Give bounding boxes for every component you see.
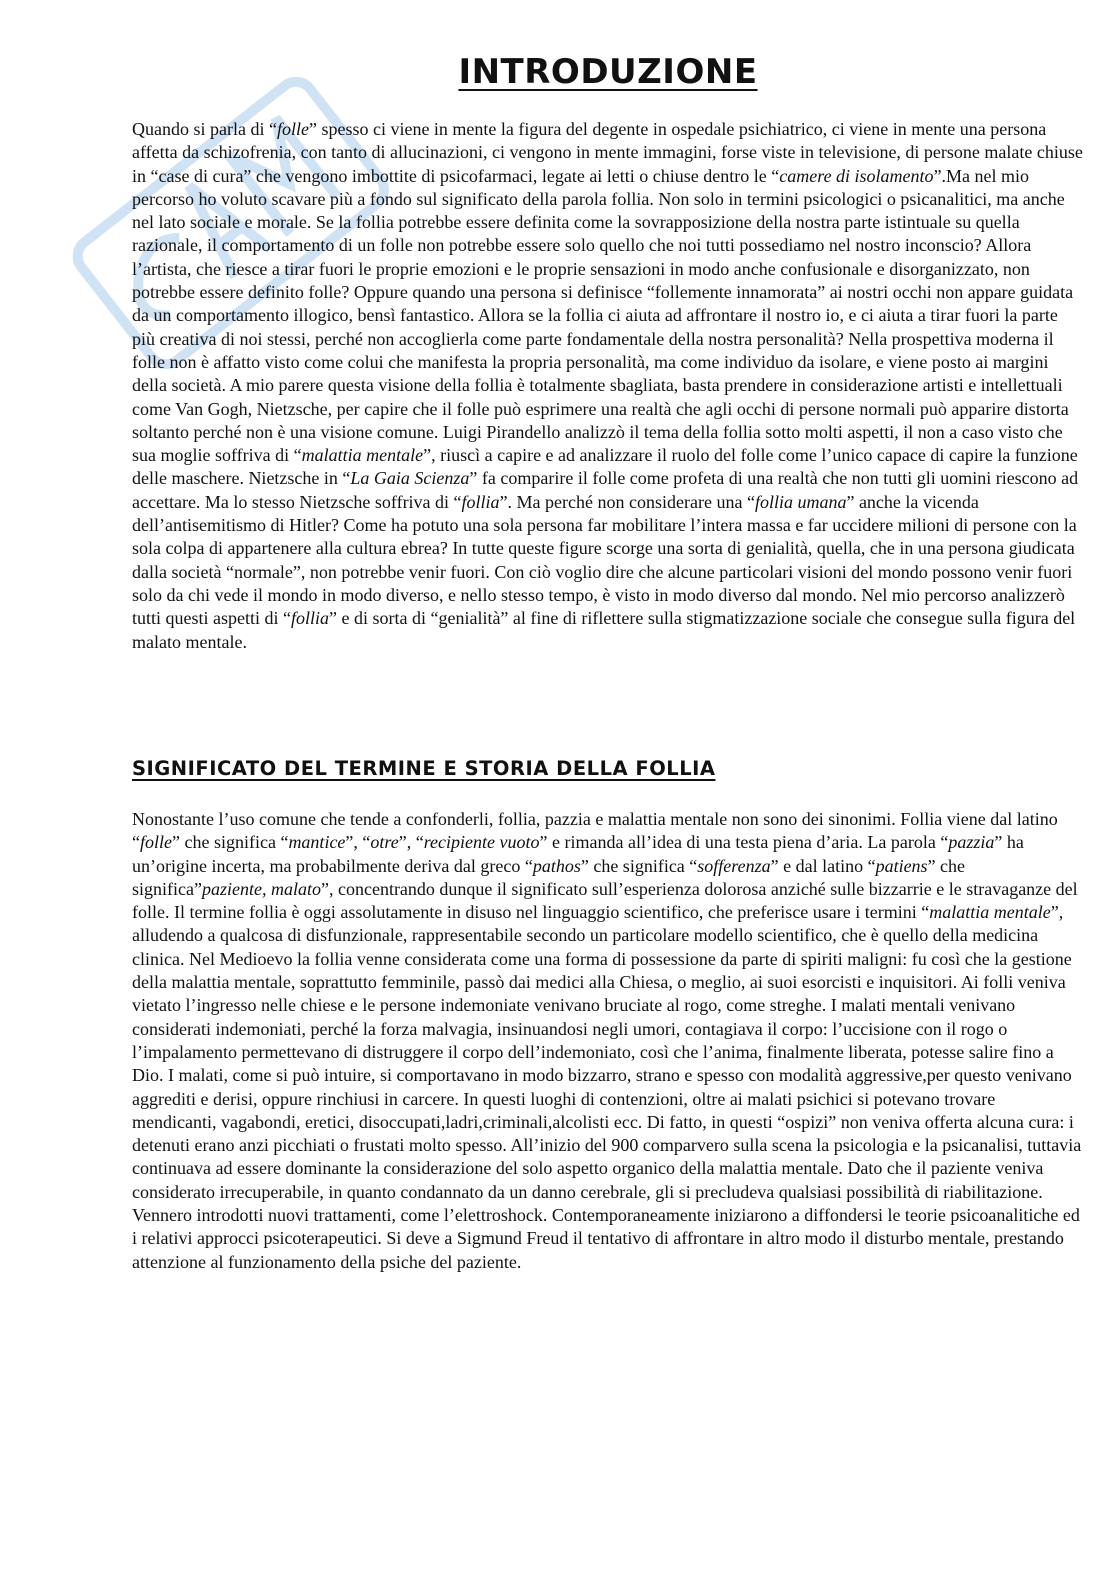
section-heading: SIGNIFICATO DEL TERMINE E STORIA DELLA FOLLIA bbox=[132, 757, 716, 780]
document-title: INTRODUZIONE bbox=[458, 52, 758, 92]
italic-run: paziente, malato bbox=[201, 878, 321, 899]
section-paragraph: Nonostante l’uso comune che tende a confonderli, follia, pazzia e malattia mentale non sono dei sinonimi. Follia viene dal latino “folle” che significa “mantice”, “otre”, “recipiente vuoto” e rimanda all’idea di una testa piena d’aria. La parola “pazzia” ha un’origine incerta, ma probabilmente deriva dal greco “pathos” che significa “sofferenza” e dal latino “patiens” che significa”paziente, malato”, concentrando dunque il significato sull’esperienza dolorosa anziché sulle bizzarrie e le stravaganze del folle. Il termine follia è oggi assolutamente in disuso nel linguaggio scientifico, che preferisce usare i termini “malattia mentale”, alludendo a qualcosa di disfunzionale, rappresentabile secondo un particolare modello scientifico, che è quello della medicina clinica. Nel Medioevo la follia venne considerata come una forma di possessione da parte di spiriti maligni: fu così che la gestione della malattia mentale, soprattutto femminile, passò dai medici alla Chiesa, o meglio, ai suoi esorcisti e inquisitori. Ai folli veniva vietato l’ingresso nelle chiese e le persone indemoniate venivano bruciate al rogo, come streghe. I malati mentali venivano considerati indemoniati, perché la forza malvagia, insinuandosi negli umori, contagiava il corpo: l’uccisione con il rogo o l’impalamento permettevano di distruggere il corpo dell’indemoniato, così che l’anima, finalmente liberata, potesse salire fino a Dio. I malati, come si può intuire, si comportavano in modo bizzarro, strano e spesso con modalità aggressive,per questo venivano aggrediti e derisi, oppure rinchiusi in carcere. In questi luoghi di contenzioni, oltre ai malati psichici si potevano trovare mendicanti, vagabondi, eretici, disoccupati,ladri,criminali,alcolisti ecc. Di fatto, in questi “ospizi” non veniva offerta alcuna cura: i detenuti erano anzi picchiati o frustati molto spesso. All’inizio del 900 comparvero sulla scena la psicologia e la psicanalisi, tuttavia continuava ad essere dominante la considerazione del solo aspetto organico della malattia mentale. Dato che il paziente veniva considerato irrecuperabile, in quanto condannato da un danno cerebrale, gli si precludeva qualsiasi possibilità di riabilitazione. Vennero introdotti nuovi trattamenti, come l’elettroshock. Contemporaneamente iniziarono a diffondersi le teorie psicoanalitiche ed i relativi approcci psicoterapeutici. Si deve a Sigmund Freud il tentativo di affrontare in altro modo il disturbo mentale, prestando attenzione al funzionamento della psiche del paziente. bbox=[132, 809, 1082, 1272]
italic-run: La Gaia Scienza bbox=[350, 468, 470, 489]
italic-run: sofferenza bbox=[697, 855, 771, 876]
italic-run: follia bbox=[461, 491, 500, 512]
italic-run: malattia mentale bbox=[929, 902, 1051, 923]
italic-run: pazzia bbox=[948, 832, 995, 853]
italic-run: patiens bbox=[875, 855, 928, 876]
italic-run: follia bbox=[290, 608, 329, 629]
italic-run: camere di isolamento bbox=[779, 165, 934, 186]
italic-run: folle bbox=[140, 832, 172, 853]
italic-run: folle bbox=[276, 119, 309, 139]
italic-run: mantice bbox=[288, 832, 346, 853]
italic-run: recipiente vuoto bbox=[423, 832, 540, 853]
intro-paragraph: Quando si parla di “folle” spesso ci viene in mente la figura del degente in ospedale psichiatrico, ci viene in mente una persona affetta da schizofrenia, con tanto di allucinazioni, ci vengono in mente immagini, forse viste in televisione, di persone malate chiuse in “case di cura” che vengono imbottite di psicofarmaci, legate ai letti o chiuse dentro le “camere di isolamento”.Ma nel mio percorso ho voluto scavare più a fondo sul significato della parola follia. Non solo in termini psicologici o psicanalitici, ma anche nel lato sociale e morale. Se la follia potrebbe essere definita come la sovrapposizione della nostra parte istintuale su quella razionale, il comportamento di un folle non potrebbe essere solo quello che noi tutti possediamo nel nostro inconscio? Allora l’artista, che riesce a tirar fuori le proprie emozioni e le proprie sensazioni in modo anche confusionale e disorganizzato, non potrebbe essere definito folle? Oppure quando una persona si definisce “follemente innamorata” ai nostri occhi non appare guidata da un comportamento illogico, bensì fantastico. Allora se la follia ci aiuta ad affrontare il nostro io, e ci aiuta a tirar fuori la parte più creativa di noi stessi, perché non accoglierla come parte fondamentale della nostra personalità? Nella prospettiva moderna il folle non è affatto visto come colui che manifesta la propria personalità, ma come individuo da isolare, e viene posto ai margini della società. A mio parere questa visione della follia è totalmente sbagliata, basta prendere in considerazione artisti e intellettuali come Van Gogh, Nietzsche, per capire che il folle può esprimere una realtà che agli occhi di persone normali può apparire distorta soltanto perché non è una visione comune. Luigi Pirandello analizzò il tema della follia sotto molti aspetti, il non a caso visto che sua moglie soffriva di “malattia mentale”, riuscì a capire e ad analizzare il ruolo del folle come l’unico capace di capire la funzione delle maschere. Nietzsche in “La Gaia Scienza” fa comparire il folle come profeta di una realtà che non tutti gli uomini riescono ad accettare. Ma lo stesso Nietzsche soffriva di “follia”. Ma perché non considerare una “follia umana” anche la vicenda dell’antisemitismo di Hitler? Come ha potuto una sola persona far mobilitare l’intera massa e far uccidere milioni di persone con la sola colpa di appartenere alla cultura ebrea? In tutte queste figure scorge una sorta di genialità, quella, che in una persona giudicata dalla società “normale”, non potrebbe venir fuori. Con ciò voglio dire che alcune particolari visioni del mondo possono venir fuori solo da chi vede il mondo in modo diverso, e nello stesso tempo, è visto in modo diverso dal mondo. Nel mio percorso analizzerò tutti questi aspetti di “follia” e di sorta di “genialità” al fine di riflettere sulla stigmatizzazione sociale che consegue sulla figura del malato mentale. bbox=[132, 119, 1083, 652]
italic-run: otre bbox=[370, 832, 399, 853]
italic-run: malattia mentale bbox=[301, 445, 424, 466]
italic-run: pathos bbox=[532, 855, 581, 876]
italic-run: follia umana bbox=[754, 491, 847, 512]
